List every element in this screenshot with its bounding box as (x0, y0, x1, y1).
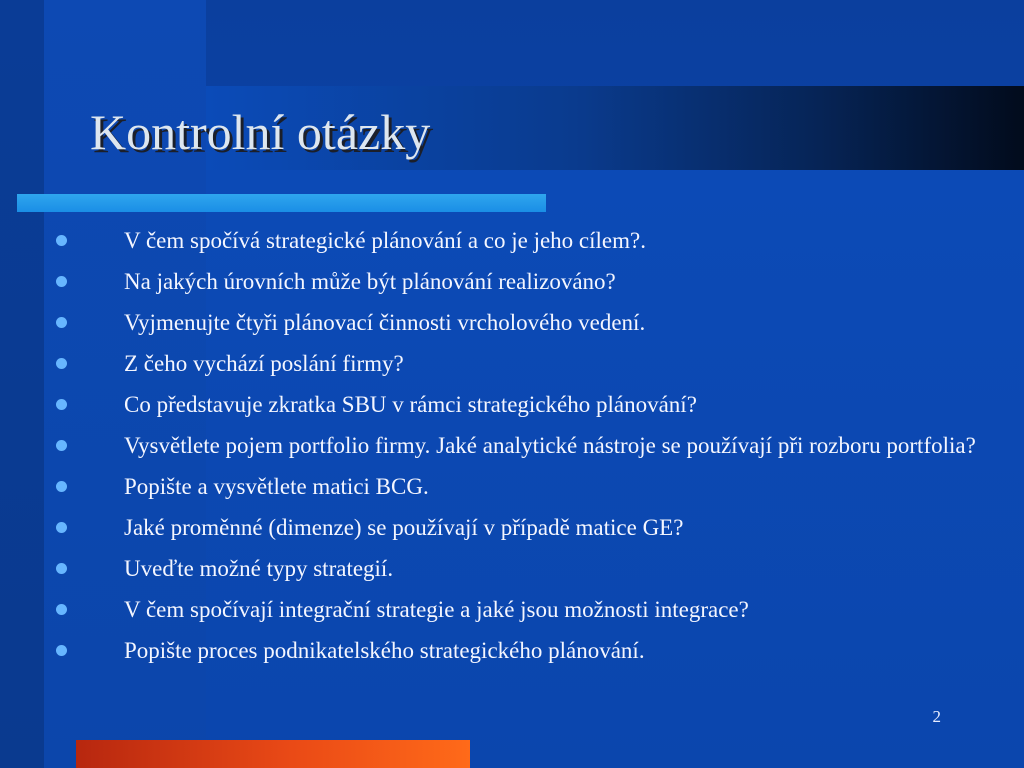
bottom-accent-bar (76, 740, 470, 768)
bullet-icon (56, 399, 67, 410)
question-text: Uveďte možné typy strategií. (124, 556, 394, 581)
slide-title: Kontrolní otázky (90, 104, 431, 160)
bullet-icon (56, 276, 67, 287)
question-text: Co představuje zkratka SBU v rámci strategického plánování? (124, 392, 697, 417)
bullet-icon (56, 235, 67, 246)
question-text: V čem spočívají integrační strategie a jaké jsou možnosti integrace? (124, 597, 749, 622)
left-background-band (0, 0, 44, 768)
question-text: Jaké proměnné (dimenze) se používají v případě matice GE? (124, 515, 684, 540)
bullet-icon (56, 563, 67, 574)
question-item (56, 349, 986, 378)
question-item (56, 390, 986, 419)
bullet-icon (56, 645, 67, 656)
question-item (56, 513, 986, 542)
bullet-icon (56, 604, 67, 615)
question-item (56, 554, 986, 583)
title-accent-line (17, 194, 546, 212)
bullet-icon (56, 440, 67, 451)
bullet-icon (56, 358, 67, 369)
question-item (56, 636, 986, 665)
bullet-icon (56, 481, 67, 492)
bullet-icon (56, 317, 67, 328)
question-text: Popište a vysvětlete matici BCG. (124, 474, 429, 499)
question-text: Na jakých úrovních může být plánování realizováno? (124, 269, 616, 294)
question-item (56, 226, 986, 255)
question-list (56, 226, 986, 677)
question-text: Vyjmenujte čtyři plánovací činnosti vrcholového vedení. (124, 310, 646, 335)
question-text: Popište proces podnikatelského strategického plánování. (124, 638, 645, 663)
question-item (56, 431, 986, 460)
question-text: Vysvětlete pojem portfolio firmy. Jaké analytické nástroje se používají při rozboru portfolia? (124, 433, 976, 458)
question-item (56, 308, 986, 337)
question-item (56, 595, 986, 624)
question-item (56, 472, 986, 501)
question-text: Z čeho vychází poslání firmy? (124, 351, 404, 376)
page-number: 2 (932, 707, 941, 726)
question-item (56, 267, 986, 296)
question-text: V čem spočívá strategické plánování a co je jeho cílem?. (124, 228, 646, 253)
bullet-icon (56, 522, 67, 533)
